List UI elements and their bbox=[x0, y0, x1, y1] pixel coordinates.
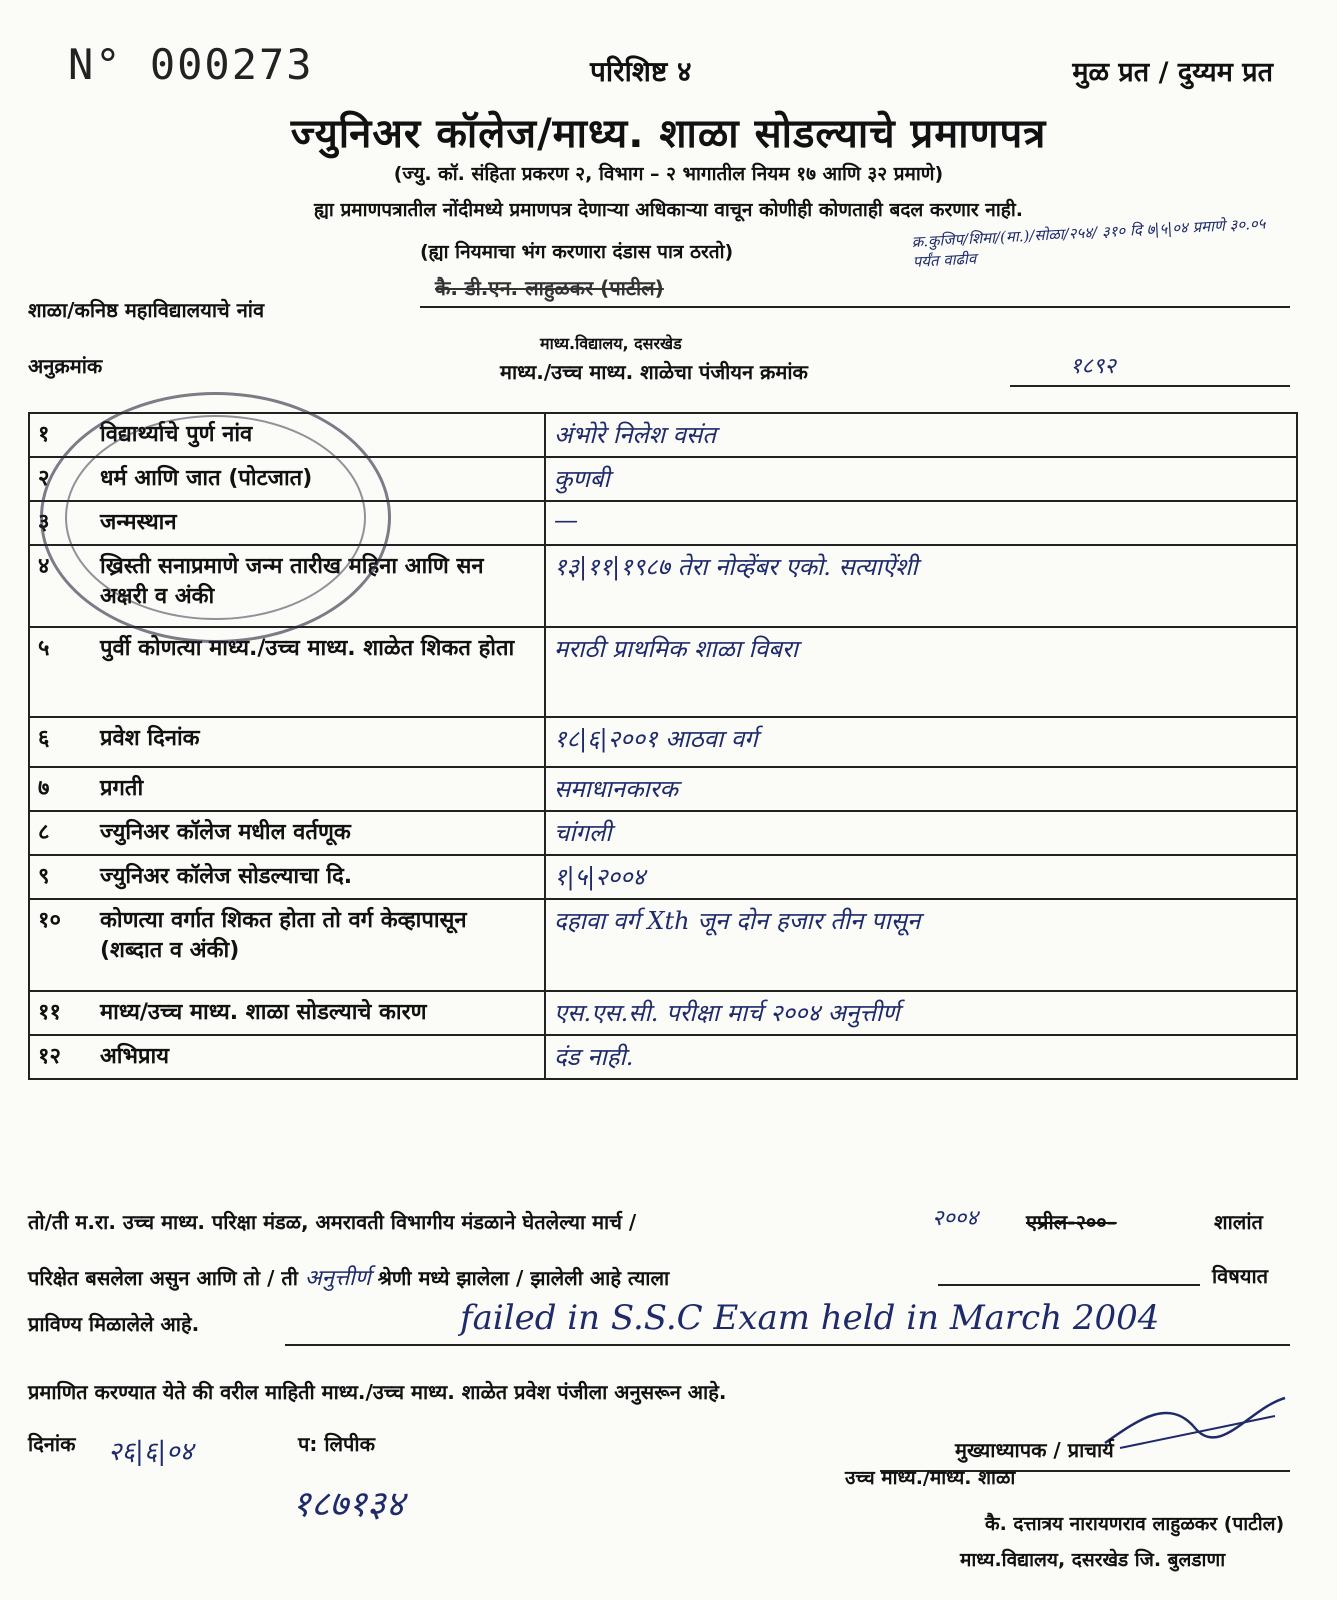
detail-row bbox=[29, 991, 1297, 1035]
handwritten-result-remark: failed in S.S.C Exam held in March 2004 bbox=[460, 1298, 1160, 1338]
notice-text: ह्या प्रमाणपत्रातील नोंदीमध्ये प्रमाणपत्र देणाऱ्या अधिकाऱ्या वाचून कोणीही कोणताही बदल करणार नाही. bbox=[313, 199, 1023, 221]
detail-label: कोणत्या वर्गात शिकत होता तो वर्ग केव्हापासून (शब्दात व अंकी) bbox=[100, 908, 467, 963]
detail-label: ज्युनिअर कॉलेज सोडल्याचा दि. bbox=[100, 864, 353, 889]
exam-year: २००४ bbox=[932, 1206, 978, 1231]
detail-row bbox=[29, 855, 1297, 899]
detail-label-cell bbox=[29, 1035, 545, 1079]
signatory-name: कै. दत्तात्रय नारायणराव लाहुळकर (पाटील) bbox=[985, 1513, 1285, 1535]
handwritten-margin-note: क्र.कुजिप/शिमा/(मा.)/सोळा/२५४/ ३१० दि ७|५|०४ प्रमाणे ३०.०५ पर्यंत वाढीव bbox=[911, 214, 1266, 271]
signatory-school: माध्य.विद्यालय, दसरखेड जि. बुलडाणा bbox=[960, 1549, 1226, 1571]
detail-value: कुणबी bbox=[545, 457, 1297, 501]
detail-value: दंड नाही. bbox=[545, 1035, 1297, 1079]
certification-statement: प्रमाणित करण्यात येते की वरील माहिती माध्य./उच्च माध्य. शाळेत प्रवेश पंजीला अनुसरून आहे. bbox=[28, 1380, 727, 1404]
appendix-label: परिशिष्ट ४ bbox=[590, 55, 692, 88]
date-label: दिनांक bbox=[28, 1432, 76, 1456]
detail-label: विद्यार्थ्याचे पुर्ण नांव bbox=[100, 422, 253, 447]
detail-label-cell bbox=[29, 899, 545, 991]
detail-row bbox=[29, 717, 1297, 767]
signatory-institution: उच्च माध्य./माध्य. शाळा bbox=[845, 1467, 1016, 1489]
serial-number: N° 000273 bbox=[68, 40, 314, 89]
result-line-1: तो/ती म.रा. उच्च माध्य. परिक्षा मंडळ, अमरावती विभागीय मंडळाने घेतलेल्या मार्च / bbox=[28, 1210, 637, 1234]
result-class: अनुत्तीर्ण bbox=[304, 1266, 371, 1291]
clerk-signature: १८७१३४ bbox=[292, 1484, 405, 1525]
result-line-2 bbox=[28, 1262, 669, 1292]
registration-underline bbox=[1010, 385, 1290, 387]
issue-date: २६|६|०४ bbox=[108, 1437, 194, 1467]
detail-row-number: ४ bbox=[38, 554, 50, 579]
detail-label: ख्रिस्ती सनाप्रमाणे जन्म तारीख महिना आणि सन अक्षरी व अंकी bbox=[100, 554, 484, 609]
detail-value: मराठी प्राथमिक शाळा विबरा bbox=[545, 627, 1297, 717]
detail-label: अभिप्राय bbox=[100, 1044, 169, 1069]
result-line-1-end: शालांत bbox=[1214, 1210, 1263, 1234]
detail-label: प्रवेश दिनांक bbox=[100, 726, 200, 751]
detail-row-number: २ bbox=[38, 466, 50, 491]
penalty-text: (ह्या नियमाचा भंग करणारा दंडास पात्र ठरतो) bbox=[420, 241, 734, 263]
school-name-label: शाळा/कनिष्ठ महाविद्यालयाचे नांव bbox=[28, 298, 265, 322]
detail-value: समाधानकारक bbox=[545, 767, 1297, 811]
result-line-2-end: विषयात bbox=[1212, 1264, 1269, 1288]
result-line-2-mid: श्रेणी मध्ये झालेला / झालेली आहे त्याला bbox=[377, 1266, 670, 1290]
detail-label: धर्म आणि जात (पोटजात) bbox=[100, 466, 313, 491]
school-name-underline bbox=[420, 306, 1290, 308]
detail-row-number: १२ bbox=[38, 1044, 61, 1069]
detail-row-number: ११ bbox=[38, 1000, 61, 1025]
detail-row-number: ७ bbox=[38, 776, 50, 801]
detail-value: एस.एस.सी. परीक्षा मार्च २००४ अनुत्तीर्ण bbox=[545, 991, 1297, 1035]
detail-value: १|५|२००४ bbox=[545, 855, 1297, 899]
school-seal bbox=[40, 392, 391, 643]
detail-label-cell bbox=[29, 811, 545, 855]
detail-row-number: ६ bbox=[38, 726, 50, 751]
detail-value: — bbox=[545, 501, 1297, 545]
detail-label-cell bbox=[29, 855, 545, 899]
detail-label: ज्युनिअर कॉलेज मधील वर्तणूक bbox=[100, 820, 351, 845]
detail-label-cell bbox=[29, 627, 545, 717]
serial-no-label: अनुक्रमांक bbox=[28, 354, 103, 378]
april-session: एप्रील-२००– bbox=[1026, 1210, 1117, 1234]
detail-row bbox=[29, 767, 1297, 811]
detail-value: चांगली bbox=[545, 811, 1297, 855]
principal-label: मुख्याध्यापक / प्राचार्य bbox=[955, 1438, 1114, 1462]
rule-reference: (ज्यु. कॉ. संहिता प्रकरण २, विभाग – २ भागातील नियम १७ आणि ३२ प्रमाणे) bbox=[393, 163, 944, 185]
detail-label: माध्य/उच्च माध्य. शाळा सोडल्याचे कारण bbox=[100, 1000, 427, 1025]
detail-row-number: ९ bbox=[38, 864, 50, 889]
detail-label-cell bbox=[29, 767, 545, 811]
registration-number: १८९२ bbox=[1070, 354, 1116, 379]
principal-signature bbox=[1100, 1388, 1290, 1458]
remark-underline bbox=[285, 1344, 1290, 1346]
detail-label: प्रगती bbox=[100, 776, 144, 801]
school-name-value: कै. डी.एन. लाहुळकर (पाटील) bbox=[435, 276, 664, 300]
result-line-2-start: परिक्षेत बसलेला असुन आणि तो / ती bbox=[28, 1266, 298, 1290]
detail-row-number: ३ bbox=[38, 510, 50, 535]
subject-blank bbox=[938, 1284, 1200, 1286]
school-stamp-text: माध्य.विद्यालय, दसरखेड bbox=[540, 334, 682, 353]
detail-row-number: १ bbox=[38, 422, 50, 447]
detail-label-cell bbox=[29, 991, 545, 1035]
detail-value: १३|११|१९८७ तेरा नोव्हेंबर एको. सत्याऐंशी bbox=[545, 545, 1297, 627]
detail-value: १८|६|२००१ आठवा वर्ग bbox=[545, 717, 1297, 767]
result-line-3: प्राविण्य मिळालेले आहे. bbox=[28, 1312, 200, 1336]
detail-value: अंभोरे निलेश वसंत bbox=[545, 413, 1297, 457]
detail-row bbox=[29, 899, 1297, 991]
registration-label: माध्य./उच्च माध्य. शाळेचा पंजीयन क्रमांक bbox=[500, 360, 808, 384]
detail-value: दहावा वर्ग Xth जून दोन हजार तीन पासून bbox=[545, 899, 1297, 991]
certificate-title: ज्युनिअर कॉलेज/माध्य. शाळा सोडल्याचे प्रमाणपत्र bbox=[290, 111, 1047, 157]
detail-row-number: ५ bbox=[38, 636, 50, 661]
copy-type: मुळ प्रत / दुय्यम प्रत bbox=[1072, 57, 1273, 88]
detail-label-cell bbox=[29, 717, 545, 767]
detail-label: जन्मस्थान bbox=[100, 510, 177, 535]
detail-row bbox=[29, 1035, 1297, 1079]
detail-label: पुर्वी कोणत्या माध्य./उच्च माध्य. शाळेत शिकत होता bbox=[100, 636, 515, 661]
detail-row bbox=[29, 811, 1297, 855]
school-seal-inner-ring bbox=[65, 415, 366, 620]
clerk-label: प: लिपीक bbox=[298, 1432, 375, 1456]
detail-row-number: १० bbox=[38, 908, 61, 933]
detail-row-number: ८ bbox=[38, 820, 50, 845]
